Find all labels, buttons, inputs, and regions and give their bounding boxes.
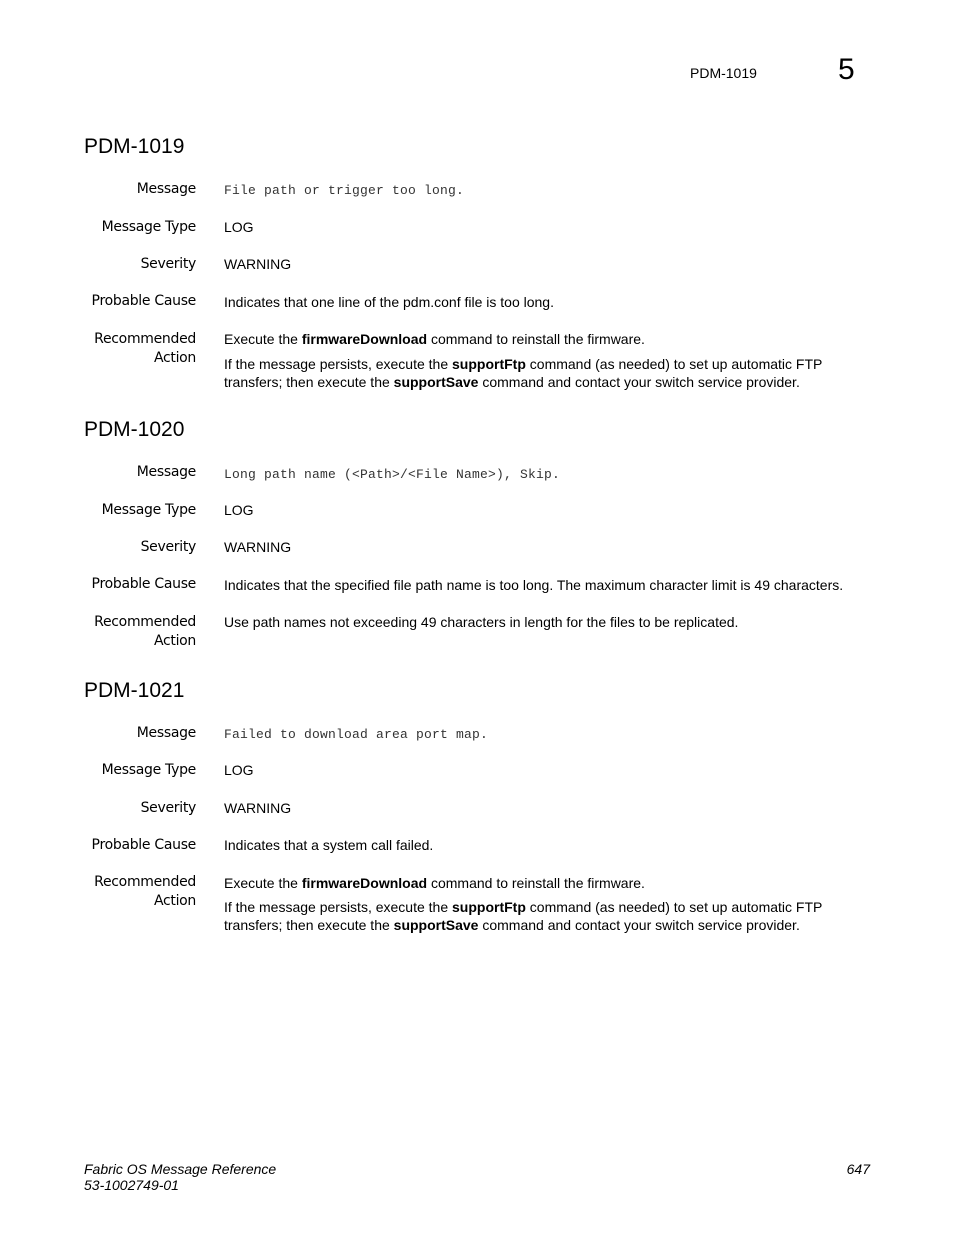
label-message: Message — [136, 464, 196, 480]
label-recommended-action — [94, 613, 196, 651]
message-text: Long path name (<Path>/<File Name>), Skip. — [224, 467, 561, 482]
recommended-action-p1 — [224, 330, 854, 348]
command-name: supportSave — [393, 374, 479, 390]
text: command and contact your switch service provider. — [478, 374, 800, 390]
label-recommended-action — [94, 330, 196, 368]
message-text: Failed to download area port map. — [224, 727, 489, 742]
section-title: PDM-1019 — [84, 135, 185, 158]
recommended-action-p1: Use path names not exceeding 49 characters in length for the files to be replicated. — [224, 614, 739, 630]
severity-value: WARNING — [224, 539, 292, 555]
probable-cause-value: Indicates that one line of the pdm.conf file is too long. — [224, 294, 554, 310]
label-message-type: Message Type — [101, 762, 196, 778]
label-action: Action — [153, 350, 196, 366]
label-message-type: Message Type — [101, 219, 196, 235]
label-severity: Severity — [140, 539, 196, 555]
message-type-value: LOG — [224, 502, 254, 518]
text: If the message persists, execute the — [224, 356, 453, 372]
label-action: Action — [153, 893, 196, 909]
message-type-value: LOG — [224, 762, 254, 778]
recommended-action-p2 — [224, 355, 854, 391]
label-severity: Severity — [140, 800, 196, 816]
message-type-value: LOG — [224, 219, 254, 235]
chapter-number: 5 — [838, 53, 855, 86]
footer-doc-number: 53-1002749-01 — [84, 1177, 179, 1193]
section-title: PDM-1020 — [84, 418, 185, 441]
label-message-type: Message Type — [101, 502, 196, 518]
running-header-code: PDM-1019 — [690, 65, 757, 81]
label-severity: Severity — [140, 256, 196, 272]
label-recommended: Recommended — [94, 874, 196, 890]
label-probable-cause: Probable Cause — [91, 576, 196, 592]
text: command to reinstall the firmware. — [427, 331, 645, 347]
text: Execute the — [224, 875, 302, 891]
command-name: firmwareDownload — [301, 331, 428, 347]
text: command and contact your switch service provider. — [478, 917, 800, 933]
text: Execute the — [224, 331, 302, 347]
section-title: PDM-1021 — [84, 679, 185, 702]
recommended-action-p1 — [224, 874, 854, 892]
text: command (as needed) to set up automatic FTP transfers; then execute the — [224, 899, 823, 933]
label-message: Message — [136, 181, 196, 197]
text: If the message persists, execute the — [224, 899, 453, 915]
label-probable-cause: Probable Cause — [91, 293, 196, 309]
label-recommended: Recommended — [94, 331, 196, 347]
recommended-action-p2 — [224, 898, 854, 934]
footer-doc-info — [84, 1161, 276, 1193]
label-recommended-action — [94, 873, 196, 911]
label-probable-cause: Probable Cause — [91, 837, 196, 853]
command-name: supportFtp — [452, 356, 526, 372]
probable-cause-value: Indicates that a system call failed. — [224, 837, 434, 853]
footer-page-number: 647 — [846, 1161, 870, 1177]
label-message: Message — [136, 725, 196, 741]
text: command to reinstall the firmware. — [427, 875, 645, 891]
severity-value: WARNING — [224, 256, 292, 272]
severity-value: WARNING — [224, 800, 292, 816]
probable-cause-value: Indicates that the specified file path name is too long. The maximum character limit is 49 characters. — [224, 577, 844, 593]
command-name: supportFtp — [452, 899, 526, 915]
label-recommended: Recommended — [94, 614, 196, 630]
label-action: Action — [153, 633, 196, 649]
command-name: supportSave — [393, 917, 479, 933]
message-text: File path or trigger too long. — [224, 183, 465, 198]
command-name: firmwareDownload — [301, 875, 428, 891]
footer-title: Fabric OS Message Reference — [84, 1161, 277, 1177]
text: command (as needed) to set up automatic FTP transfers; then execute the — [224, 356, 823, 390]
